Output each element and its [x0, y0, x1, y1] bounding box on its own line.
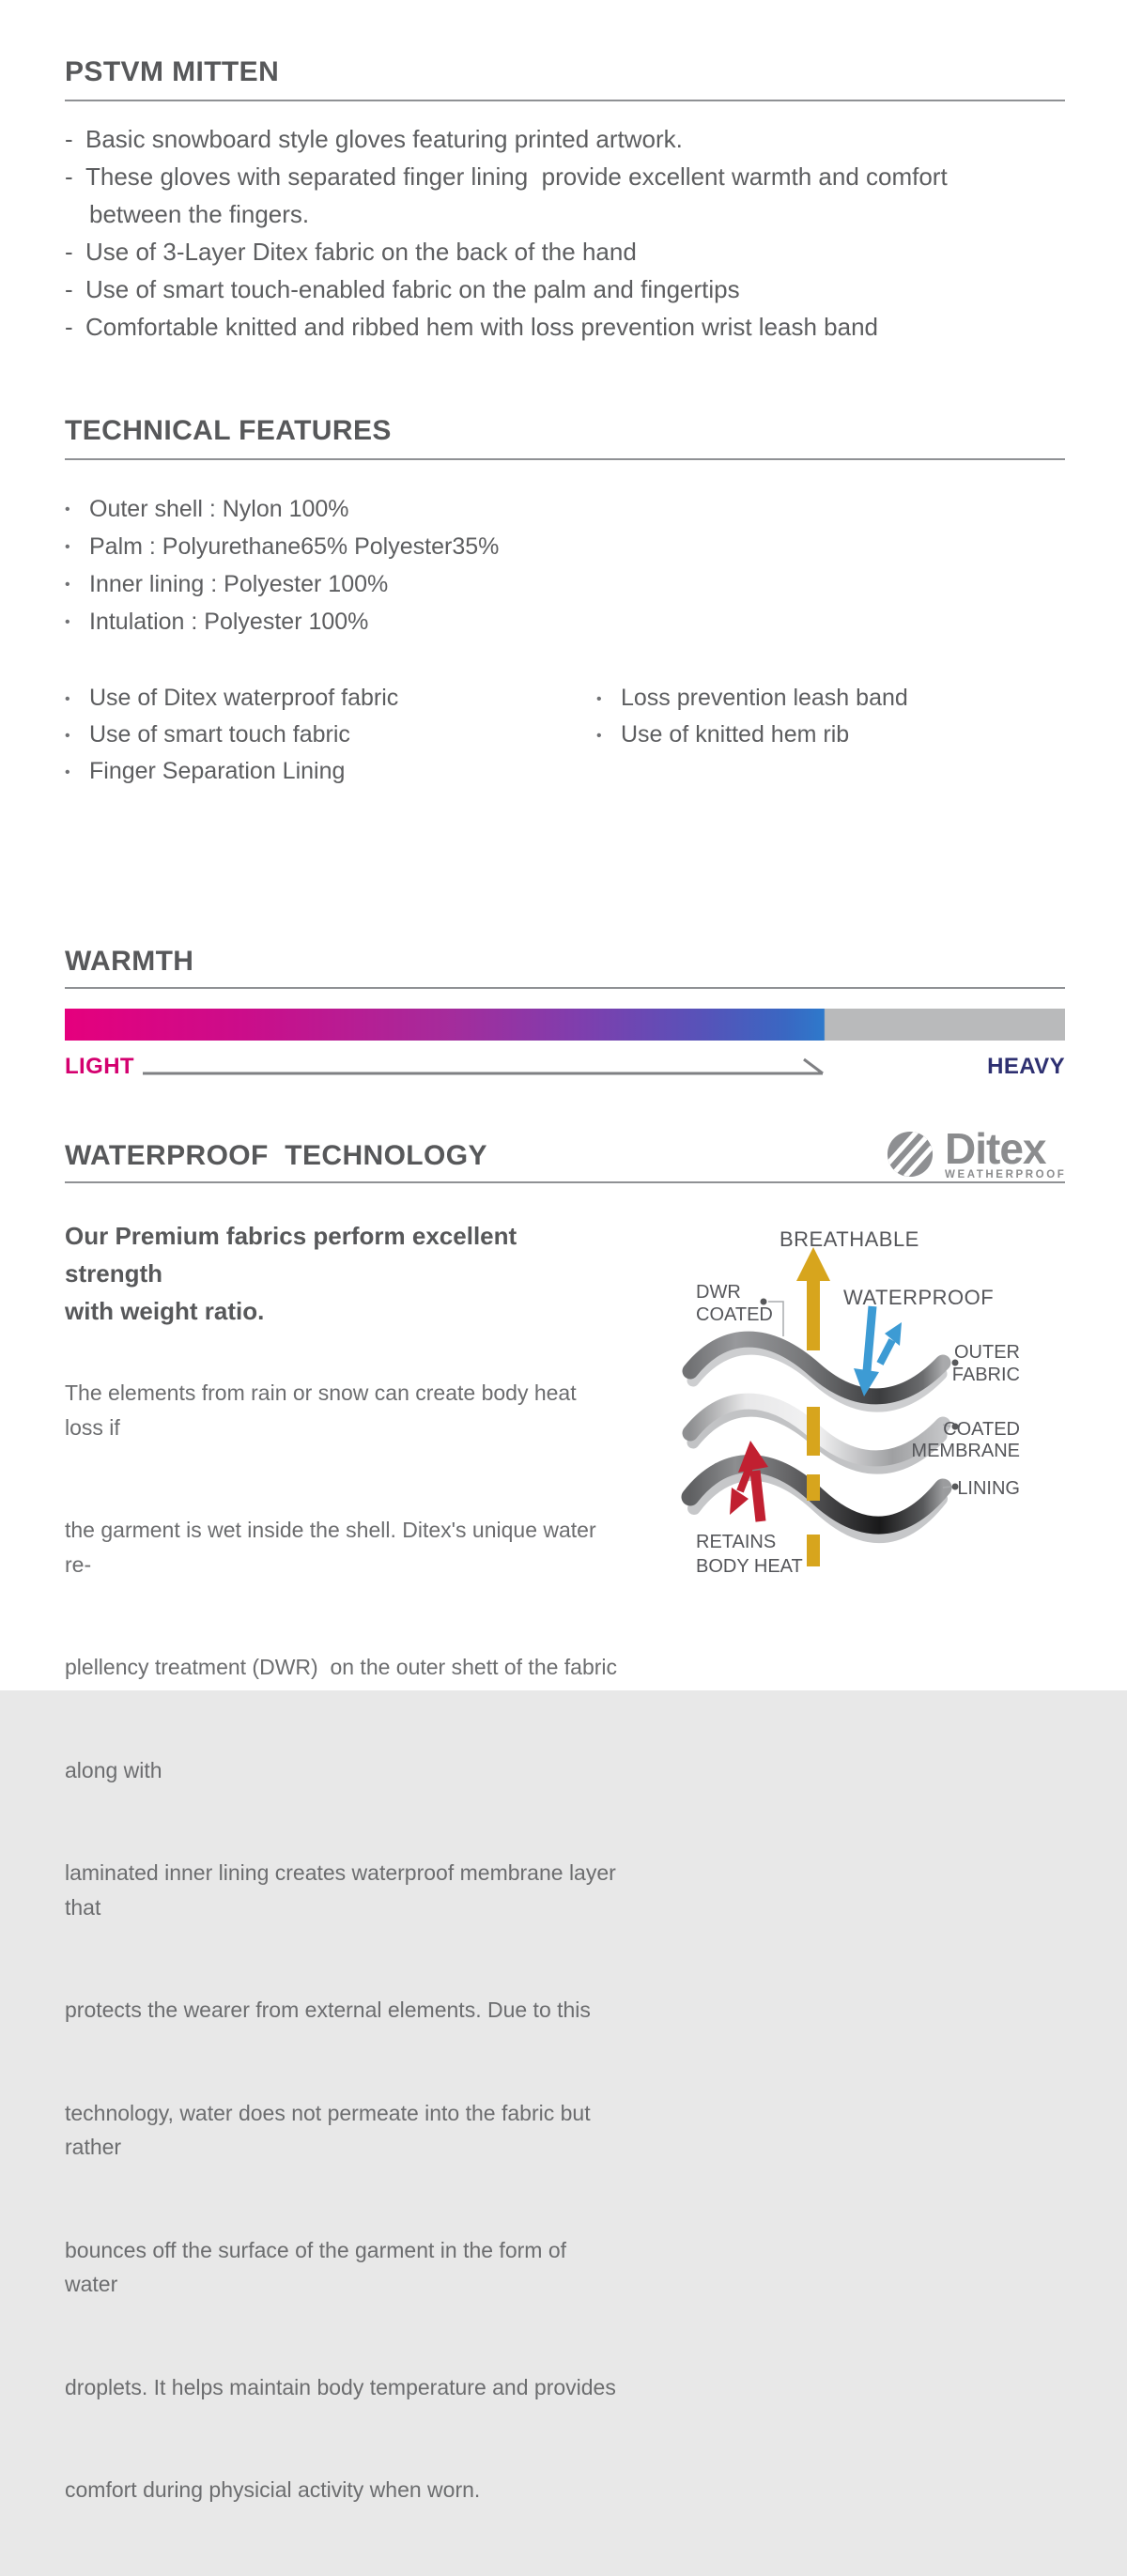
point-text: Use of Ditex waterproof fabric [89, 685, 399, 711]
coated-membrane-label: MEMBRANE [911, 1441, 1020, 1461]
feature-text: Use of smart touch-enabled fabric on the palm and fingertips [85, 275, 740, 303]
paragraph-line: bounces off the surface of the garment in the form of water [65, 2237, 573, 2296]
point-text: Finger Separation Lining [89, 758, 346, 784]
paragraph-line: The elements from rain or snow can create body heat loss if [65, 1381, 583, 1440]
dwr-coated-label: DWR [696, 1282, 741, 1303]
warmth-section [65, 947, 1065, 989]
paragraph-line: plellency treatment (DWR) on the outer shett of the fabric [65, 1655, 618, 1679]
spec-item [65, 490, 1065, 528]
point-item [65, 717, 591, 753]
bullet-icon: • [65, 691, 70, 707]
feature-item [65, 270, 1065, 308]
paragraph-line: protects the wearer from external elements. Due to this [65, 1998, 591, 2022]
ditex-logo-icon [887, 1131, 934, 1178]
waterproof-arrow [854, 1306, 902, 1396]
dash-marker: - [65, 313, 73, 341]
subtitle-line: Our Premium fabrics perform excellent strength [65, 1222, 517, 1288]
waterproof-technology-diagram [564, 1211, 1108, 1625]
feature-item [65, 158, 1065, 195]
outer-fabric-label: FABRIC [951, 1365, 1020, 1385]
ditex-brand-name: Ditex [945, 1124, 1046, 1173]
point-text: Loss prevention leash band [621, 685, 908, 711]
spec-item [65, 603, 1065, 640]
dash-marker [65, 195, 85, 233]
point-item [596, 680, 1066, 717]
spec-item [65, 565, 1065, 603]
bullet-icon: • [65, 614, 70, 630]
paragraph-line: the garment is wet inside the shell. Ditex's unique water re- [65, 1518, 603, 1577]
paragraph-line: laminated inner lining creates waterproof membrane layer that [65, 1860, 623, 1920]
points-right-column [596, 680, 1066, 753]
feature-text: Use of 3-Layer Ditex fabric on the back of the hand [85, 238, 637, 266]
page-title: PSTVM MITTEN [65, 56, 1065, 101]
waterproof-heading: WATERPROOF TECHNOLOGY [65, 1140, 1065, 1183]
feature-text: Comfortable knitted and ribbed hem with loss prevention wrist leash band [85, 313, 879, 341]
feature-item [65, 195, 1065, 233]
ditex-logo [887, 1124, 1067, 1180]
dash-marker: - [65, 162, 73, 191]
feature-item [65, 233, 1065, 270]
bullet-icon: • [65, 539, 70, 555]
outer-fabric-label: OUTER [954, 1342, 1020, 1363]
breathable-label: BREATHABLE [780, 1227, 919, 1251]
warmth-light-label: LIGHT [65, 1054, 134, 1079]
point-item [596, 717, 1066, 753]
retains-body-heat-label: RETAINS [696, 1532, 777, 1552]
spec-text: Inner lining : Polyester 100% [89, 571, 389, 597]
paragraph-line: technology, water does not permeate into the fabric but rather [65, 2100, 596, 2159]
point-item [65, 753, 591, 790]
feature-item [65, 120, 1065, 158]
dash-marker: - [65, 238, 73, 266]
bullet-icon: • [596, 728, 602, 744]
bullet-icon: • [65, 501, 70, 517]
waterproof-paragraph [65, 1307, 623, 2576]
point-text: Use of knitted hem rib [621, 721, 850, 748]
spec-list [65, 490, 1065, 640]
point-item [65, 680, 591, 717]
feature-item [65, 308, 1065, 346]
feature-text: Basic snowboard style gloves featuring printed artwork. [85, 125, 683, 153]
lining-label: LINING [957, 1478, 1020, 1499]
retains-body-heat-label: BODY HEAT [696, 1556, 803, 1577]
bullet-icon: • [65, 764, 70, 780]
warmth-indicator-line [65, 1050, 1065, 1087]
paragraph-line: droplets. It helps maintain body temperature and provides [65, 2374, 616, 2399]
ditex-logo-text [945, 1124, 1067, 1180]
dash-marker: - [65, 125, 73, 153]
technical-heading: TECHNICAL FEATURES [65, 415, 1065, 460]
feature-text: between the fingers. [89, 200, 310, 228]
spec-text: Outer shell : Nylon 100% [89, 496, 349, 522]
bullet-icon: • [65, 577, 70, 593]
dash-marker: - [65, 275, 73, 303]
technical-section [65, 415, 1065, 640]
intro-section [65, 56, 1065, 346]
warmth-heavy-label: HEAVY [987, 1054, 1065, 1079]
indicator-tick [804, 1059, 823, 1073]
bullet-icon: • [596, 691, 602, 707]
ditex-tagline: WEATHERPROOF [945, 1169, 1067, 1180]
point-text: Use of smart touch fabric [89, 721, 350, 748]
warmth-scale-bar [65, 1009, 1065, 1041]
spec-text: Intulation : Polyester 100% [89, 609, 369, 635]
paragraph-line: along with [65, 1757, 162, 1782]
bullet-icon: • [65, 728, 70, 744]
waterproof-label: WATERPROOF [843, 1286, 995, 1309]
spec-item [65, 528, 1065, 565]
coated-membrane-label: COATED [943, 1419, 1020, 1440]
dwr-coated-label: COATED [696, 1304, 773, 1325]
points-left-column [65, 680, 591, 790]
feature-text: These gloves with separated finger lining provide excellent warmth and comfort [85, 162, 948, 191]
feature-list [65, 120, 1065, 346]
subtitle-line: with weight ratio. [65, 1297, 265, 1325]
paragraph-line: comfort during physicial activity when worn. [65, 2477, 481, 2502]
warmth-heading: WARMTH [65, 947, 1065, 989]
spec-text: Palm : Polyurethane65% Polyester35% [89, 533, 500, 560]
